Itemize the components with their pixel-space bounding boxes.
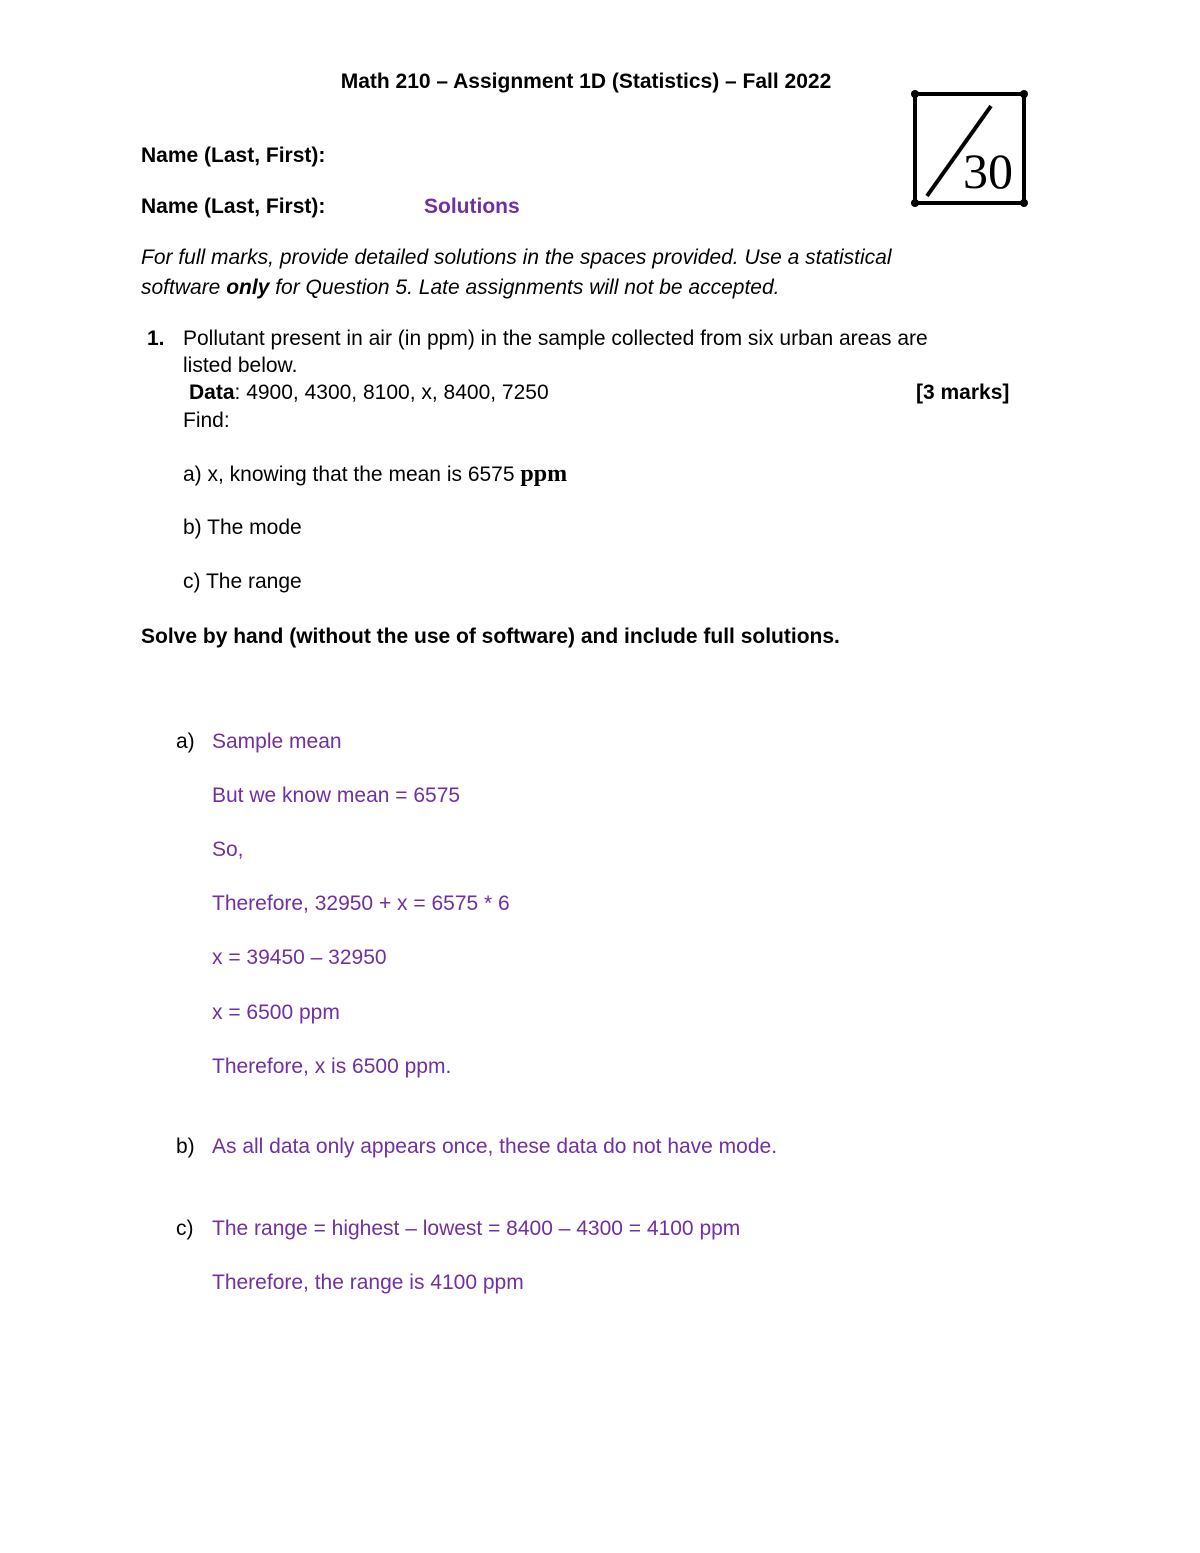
solution-a-line: Sample mean xyxy=(212,730,342,753)
question-number: 1. xyxy=(147,327,165,350)
question-part-c: c) The range xyxy=(183,570,302,593)
part-a-text: a) x, knowing that the mean is 6575 xyxy=(183,463,515,486)
question-text-line-1: Pollutant present in air (in ppm) in the sample collected from six urban areas are xyxy=(183,327,928,350)
name-label-1: Name (Last, First): xyxy=(141,144,326,167)
question-find: Find: xyxy=(183,409,230,432)
instructions-line-1: For full marks, provide detailed solutions in the spaces provided. Use a statistical xyxy=(141,246,892,269)
solution-a-label: a) xyxy=(176,730,195,753)
solution-a-line: But we know mean = 6575 xyxy=(212,784,461,807)
question-directive: Solve by hand (without the use of software) and include full solutions. xyxy=(141,625,840,648)
solution-a-line: x = 6500 ppm xyxy=(212,1001,340,1024)
question-part-b: b) The mode xyxy=(183,516,302,539)
solution-b-label: b) xyxy=(176,1135,195,1158)
page-title: Math 210 – Assignment 1D (Statistics) – Fall 2022 xyxy=(340,70,832,93)
instructions-post: for Question 5. Late assignments will not be accepted. xyxy=(269,276,780,299)
data-values: : 4900, 4300, 8100, x, 8400, 7250 xyxy=(234,381,549,404)
solution-c-line: The range = highest – lowest = 8400 – 4300 = 4100 ppm xyxy=(212,1217,741,1240)
question-part-a xyxy=(183,461,567,488)
instructions-line-2 xyxy=(141,276,780,300)
solution-a-line: Therefore, 32950 + x = 6575 * 6 xyxy=(212,892,510,915)
score-box xyxy=(913,92,1026,205)
part-a-unit: ppm xyxy=(520,461,568,487)
name-label-2: Name (Last, First): xyxy=(141,195,326,218)
solution-c-line: Therefore, the range is 4100 ppm xyxy=(212,1271,524,1294)
instructions-only: only xyxy=(226,276,270,299)
solution-b-line: As all data only appears once, these data do not have mode. xyxy=(212,1135,778,1158)
solution-a-line: Therefore, x is 6500 ppm. xyxy=(212,1055,452,1078)
data-label: Data xyxy=(189,381,235,404)
solution-a-line: So, xyxy=(212,838,244,861)
solution-a-line: x = 39450 – 32950 xyxy=(212,946,387,969)
solution-c-label: c) xyxy=(176,1217,194,1240)
question-marks: [3 marks] xyxy=(916,381,1010,404)
question-data xyxy=(189,381,549,405)
instructions-pre: software xyxy=(141,276,227,299)
question-text-line-2: listed below. xyxy=(183,354,298,377)
score-total: 30 xyxy=(963,143,1013,199)
name-value-solutions: Solutions xyxy=(424,195,520,218)
